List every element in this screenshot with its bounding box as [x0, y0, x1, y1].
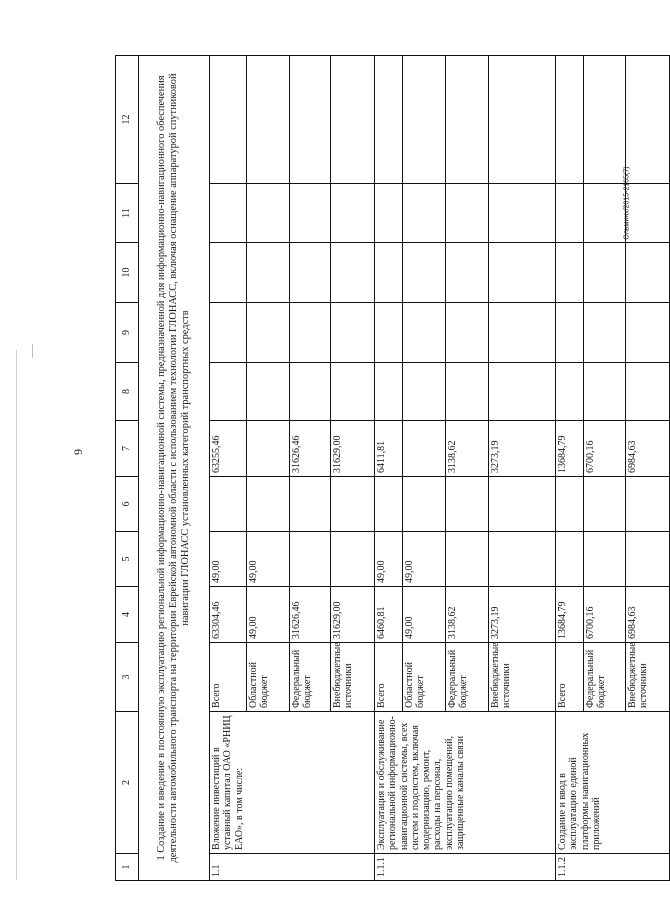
amount-col6 [403, 477, 446, 532]
amount-col5: 49,00 [247, 532, 290, 587]
amount-col5: 49,00 [375, 532, 403, 587]
amount-col6 [556, 477, 584, 532]
amount-col6 [210, 477, 247, 532]
amount-col7: 31626,46 [290, 421, 331, 477]
empty-cell [403, 184, 446, 243]
empty-cell [403, 56, 446, 184]
item-name: Вложение инвестиций в уставный капитал ОАО «РНИЦ ЕАО», в том числе: [210, 712, 375, 854]
header-cell: 12 [116, 56, 139, 184]
source-label: Всего [210, 643, 247, 712]
header-cell: 10 [116, 243, 139, 303]
source-label: Внебюджетные источники [331, 643, 375, 712]
amount-total: 6460,81 [375, 587, 403, 643]
empty-cell [626, 363, 670, 421]
empty-cell [331, 303, 375, 363]
empty-cell [556, 56, 584, 184]
table-row [556, 56, 584, 881]
amount-total: 31626,46 [290, 587, 331, 643]
empty-cell [403, 243, 446, 303]
header-cell: 4 [116, 587, 139, 643]
empty-cell [247, 243, 290, 303]
amount-total: 49,00 [247, 587, 290, 643]
empty-cell [210, 363, 247, 421]
empty-cell [626, 243, 670, 303]
empty-cell [489, 243, 556, 303]
section-title: 1 Создание и введение в постоянную эксплуатацию региональной информационно-навигационной системы, предназначенной для информационно-навигационного обеспечения деятельности автомобильного транспорта на территории Еврейской автономной области с использованием технологии ГЛОНАСС, включая оснащение аппаратурой спутниковой навигации ГЛОНАСС установленных категорий транспортных средств [139, 56, 210, 881]
empty-cell [403, 363, 446, 421]
header-cell: 3 [116, 643, 139, 712]
amount-col5: 49,00 [403, 532, 446, 587]
empty-cell [375, 184, 403, 243]
amount-col7: 3273,19 [489, 421, 556, 477]
amount-col5: 49,00 [210, 532, 247, 587]
header-cell: 5 [116, 532, 139, 587]
empty-cell [446, 303, 489, 363]
amount-col6 [331, 477, 375, 532]
amount-col5 [446, 532, 489, 587]
amount-col7: 6700,16 [584, 421, 626, 477]
source-label: Федеральный бюджет [584, 643, 626, 712]
section-row [139, 56, 210, 881]
empty-cell [210, 243, 247, 303]
amount-col5 [626, 532, 670, 587]
budget-table [115, 55, 670, 881]
empty-cell [290, 303, 331, 363]
empty-cell [446, 184, 489, 243]
empty-cell [247, 56, 290, 184]
table-row [375, 56, 403, 881]
item-number: 1.1 [210, 854, 375, 881]
empty-cell [584, 303, 626, 363]
table-row [210, 56, 247, 881]
amount-col5 [489, 532, 556, 587]
amount-total: 6700,16 [584, 587, 626, 643]
empty-cell [446, 243, 489, 303]
source-label: Внебюджетные источники [626, 643, 670, 712]
empty-cell [556, 363, 584, 421]
amount-col6 [489, 477, 556, 532]
source-label: Федеральный бюджет [446, 643, 489, 712]
amount-col7: 31629,00 [331, 421, 375, 477]
empty-cell [556, 243, 584, 303]
amount-total: 3273,19 [489, 587, 556, 643]
empty-cell [331, 363, 375, 421]
page-number: 9 [70, 449, 85, 455]
source-label: Внебюджетные источники [489, 643, 556, 712]
document-code: Ольминх/2015-2165(7) [623, 166, 631, 240]
binding-mark [32, 344, 33, 358]
amount-col7: 6984,63 [626, 421, 670, 477]
empty-cell [247, 303, 290, 363]
empty-cell [210, 184, 247, 243]
header-cell: 6 [116, 477, 139, 532]
amount-col7: 63255,46 [210, 421, 247, 477]
source-label: Всего [556, 643, 584, 712]
source-label: Всего [375, 643, 403, 712]
amount-col7: 6411,81 [375, 421, 403, 477]
amount-total: 49,00 [403, 587, 446, 643]
item-number: 1.1.1 [375, 854, 556, 881]
empty-cell [584, 363, 626, 421]
empty-cell [375, 303, 403, 363]
empty-cell [247, 184, 290, 243]
source-label: Областной бюджет [403, 643, 446, 712]
empty-cell [626, 56, 670, 184]
source-label: Областной бюджет [247, 643, 290, 712]
empty-cell [584, 184, 626, 243]
amount-col6 [626, 477, 670, 532]
amount-total: 6984,63 [626, 587, 670, 643]
amount-col5 [556, 532, 584, 587]
amount-col6 [375, 477, 403, 532]
amount-col7 [247, 421, 290, 477]
empty-cell [331, 56, 375, 184]
amount-col7 [403, 421, 446, 477]
amount-col6 [446, 477, 489, 532]
amount-col5 [290, 532, 331, 587]
amount-col5 [331, 532, 375, 587]
header-cell: 8 [116, 363, 139, 421]
empty-cell [210, 56, 247, 184]
empty-cell [331, 243, 375, 303]
amount-total: 3138,62 [446, 587, 489, 643]
empty-cell [626, 184, 670, 243]
amount-total: 31629,00 [331, 587, 375, 643]
empty-cell [210, 303, 247, 363]
source-label: Федеральный бюджет [290, 643, 331, 712]
amount-col7: 3138,62 [446, 421, 489, 477]
empty-cell [331, 184, 375, 243]
empty-cell [290, 243, 331, 303]
empty-cell [247, 363, 290, 421]
item-name: Создание и ввод в эксплуатацию единой платформы навигационных приложений [556, 712, 670, 854]
empty-cell [489, 303, 556, 363]
empty-cell [556, 184, 584, 243]
header-cell: 11 [116, 184, 139, 243]
empty-cell [375, 363, 403, 421]
amount-col6 [584, 477, 626, 532]
empty-cell [556, 303, 584, 363]
header-cell: 2 [116, 712, 139, 854]
empty-cell [290, 184, 331, 243]
header-cell: 9 [116, 303, 139, 363]
empty-cell [290, 363, 331, 421]
empty-cell [290, 56, 331, 184]
empty-cell [446, 56, 489, 184]
empty-cell [626, 303, 670, 363]
item-name: Эксплуатация и обслуживание региональной информационно-навигационной системы, всех систем и подсистем, включая модернизацию, ремонт, расходы на персонал, эксплуатацию помещений, защищенные каналы связи [375, 712, 556, 854]
empty-cell [403, 303, 446, 363]
header-row [116, 56, 139, 881]
empty-cell [489, 184, 556, 243]
amount-col5 [584, 532, 626, 587]
amount-total: 63304,46 [210, 587, 247, 643]
header-cell: 7 [116, 421, 139, 477]
empty-cell [446, 363, 489, 421]
empty-cell [489, 56, 556, 184]
empty-cell [584, 56, 626, 184]
amount-col6 [290, 477, 331, 532]
empty-cell [489, 363, 556, 421]
binding-line [16, 350, 17, 880]
amount-col6 [247, 477, 290, 532]
item-number: 1.1.2 [556, 854, 670, 881]
empty-cell [375, 56, 403, 184]
empty-cell [584, 243, 626, 303]
header-cell: 1 [116, 854, 139, 881]
amount-col7: 13684,79 [556, 421, 584, 477]
amount-total: 13684,79 [556, 587, 584, 643]
empty-cell [375, 243, 403, 303]
